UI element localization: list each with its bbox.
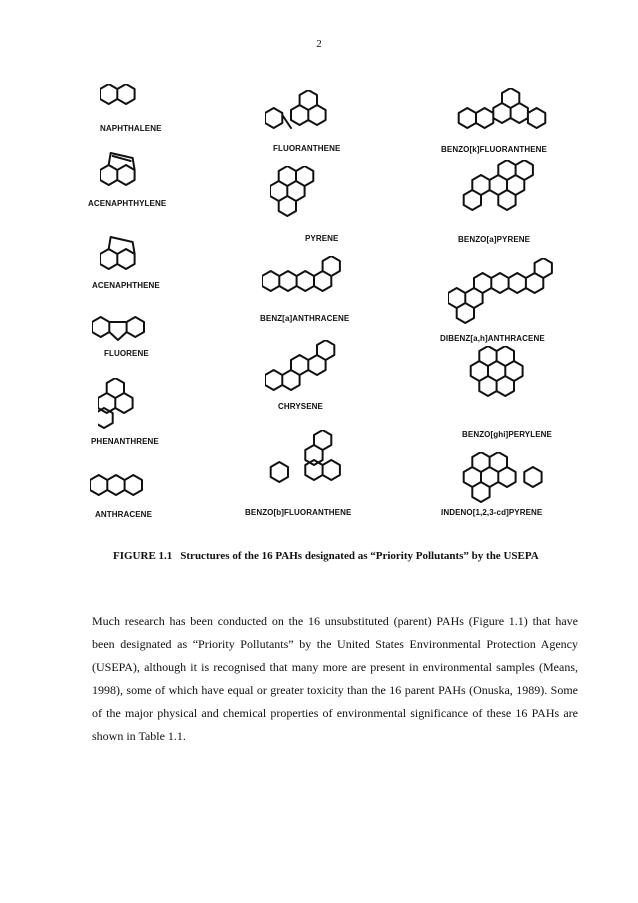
benzo-a-pyrene-bonds (464, 160, 533, 210)
benz-a-anthracene-diagram (262, 256, 392, 336)
acenaphthene-label: ACENAPHTHENE (92, 281, 160, 290)
benzo-a-pyrene-diagram (455, 160, 585, 240)
indeno-pyrene-diagram (455, 452, 585, 532)
acenaphthylene-diagram (100, 150, 230, 230)
body-paragraph: Much research has been conducted on the 16 unsubstituted (parent) PAHs (Figure 1.1) that have been designated as “Priority Pollutants” by the United States Environmental Protection Agency (USEPA), although it is recognised that many more are present in environmental samples (Means, 1998), some of which have equal or greater toxicity than the 16 parent PAHs (Onuska, 1989). Some of the major physical and chemical properties of environmental significance of these 16 PAHs are shown in Table 1.1. (92, 614, 578, 743)
acenaphthylene-label: ACENAPHTHYLENE (88, 199, 167, 208)
figure-caption-text: Structures of the 16 PAHs designated as “Priority Pollutants” by the USEPA (180, 550, 539, 562)
naphthalene-label: NAPHTHALENE (100, 124, 162, 133)
indeno-pyrene-label: INDENO[1,2,3-cd]PYRENE (441, 508, 543, 517)
benzo-a-pyrene-label: BENZO[a]PYRENE (458, 235, 531, 244)
pyrene-bonds (270, 166, 313, 216)
phenanthrene-diagram (98, 378, 228, 458)
fluorene-label: FLUORENE (104, 349, 149, 358)
benzo-ghi-perylene-label: BENZO[ghi]PERYLENE (462, 430, 552, 439)
benzo-ghi-perylene-bonds (471, 346, 523, 396)
phenanthrene-bonds (98, 378, 133, 428)
fluoranthene-label: FLUORANTHENE (273, 144, 341, 153)
benzo-k-fluoranthene-bonds (459, 88, 546, 128)
benzo-b-fluoranthene-diagram (262, 430, 392, 510)
anthracene-bonds (90, 475, 142, 495)
benzo-b-fluoranthene-bonds (271, 430, 340, 482)
fluoranthene-bonds (265, 90, 326, 128)
fluoranthene-diagram (265, 90, 395, 170)
indeno-pyrene-bonds (464, 452, 542, 502)
dibenz-ah-anthracene-bonds (448, 258, 552, 323)
figure-caption (113, 549, 555, 564)
acenaphthene-diagram (100, 234, 230, 314)
benzo-k-fluoranthene-diagram (450, 88, 580, 168)
figure-caption-number: FIGURE 1.1 (113, 550, 173, 562)
acenaphthylene-bonds (100, 153, 135, 185)
fluorene-bonds (92, 317, 144, 340)
phenanthrene-label: PHENANTHRENE (91, 437, 159, 446)
dibenz-ah-anthracene-diagram (448, 258, 578, 338)
anthracene-label: ANTHRACENE (95, 510, 152, 519)
chrysene-label: CHRYSENE (278, 402, 323, 411)
page-number: 2 (316, 38, 322, 50)
chrysene-bonds (265, 340, 334, 390)
benzo-ghi-perylene-diagram (462, 346, 592, 426)
dibenz-ah-anthracene-label: DIBENZ[a,h]ANTHRACENE (440, 334, 545, 343)
benz-a-anthracene-label: BENZ[a]ANTHRACENE (260, 314, 350, 323)
benz-a-anthracene-bonds (262, 256, 340, 291)
pyrene-label: PYRENE (305, 234, 339, 243)
benzo-k-fluoranthene-label: BENZO[k]FLUORANTHENE (441, 145, 547, 154)
naphthalene-bonds (100, 84, 135, 104)
benzo-b-fluoranthene-label: BENZO[b]FLUORANTHENE (245, 508, 352, 517)
acenaphthene-bonds (100, 237, 135, 269)
